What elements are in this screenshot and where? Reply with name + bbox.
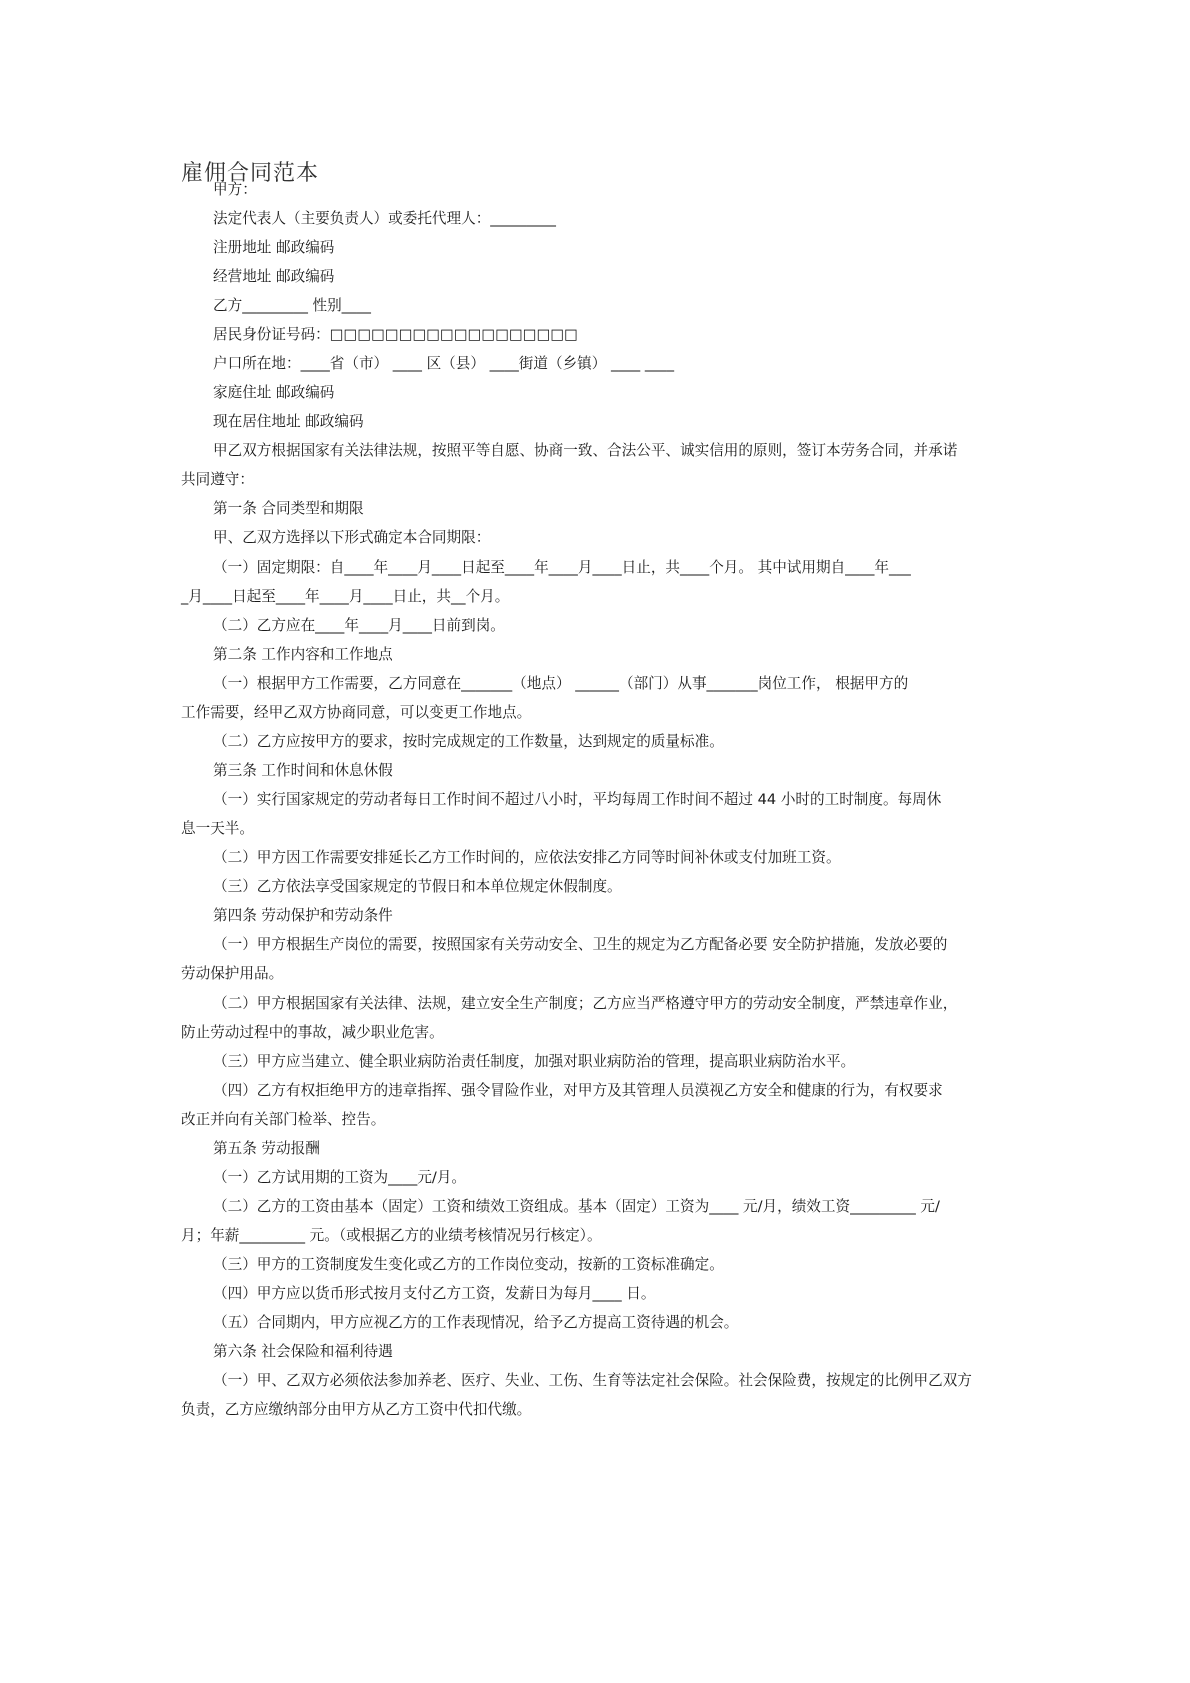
- article-5-clause-2-line-2: 月；年薪_________ 元。（或根据乙方的业绩考核情况另行核定）。: [181, 1227, 602, 1244]
- article-1-clause-1-line-1: （一）固定期限：自____年____月____日起至____年____月____日止，共____个月。 其中试用期自____年___: [213, 559, 911, 576]
- preamble-line-2: 共同遵守：: [181, 471, 254, 488]
- article-2-clause-1-line-1: （一）根据甲方工作需要，乙方同意在_______（地点） ______（部门）从事_______岗位工作， 根据甲方的: [213, 675, 909, 692]
- article-3-clause-1-line-1: （一）实行国家规定的劳动者每日工作时间不超过八小时，平均每周工作时间不超过 44 小时的工时制度。每周休: [213, 791, 942, 808]
- id-number-line: 居民身份证号码：□□□□□□□□□□□□□□□□□□: [213, 326, 578, 343]
- article-3-heading: 第三条 工作时间和休息休假: [213, 762, 393, 779]
- article-4-clause-4-line-2: 改正并向有关部门检举、控告。: [181, 1111, 386, 1128]
- article-5-heading: 第五条 劳动报酬: [213, 1140, 320, 1157]
- current-address-line: 现在居住地址 邮政编码: [213, 413, 364, 430]
- article-2-heading: 第二条 工作内容和工作地点: [213, 646, 393, 663]
- article-6-clause-1-line-1: （一）甲、乙双方必须依法参加养老、医疗、失业、工伤、生育等法定社会保险。社会保险费，按规定的比例甲乙双方: [213, 1372, 972, 1389]
- article-2-clause-2: （二）乙方应按甲方的要求，按时完成规定的工作数量，达到规定的质量标准。: [213, 733, 724, 750]
- article-3-clause-1-line-2: 息一天半。: [181, 820, 254, 837]
- party-b-gender-line: 乙方_________ 性别____: [213, 297, 371, 314]
- article-3-clause-2: （二）甲方因工作需要安排延长乙方工作时间的，应依法安排乙方同等时间补休或支付加班工资。: [213, 849, 841, 866]
- article-5-clause-2-line-1: （二）乙方的工资由基本（固定）工资和绩效工资组成。基本（固定）工资为____ 元/月，绩效工资_________ 元/: [213, 1198, 940, 1215]
- article-5-clause-4: （四）甲方应以货币形式按月支付乙方工资，发薪日为每月____ 日。: [213, 1285, 656, 1302]
- article-4-clause-4-line-1: （四）乙方有权拒绝甲方的违章指挥、强令冒险作业，对甲方及其管理人员漠视乙方安全和健康的行为，有权要求: [213, 1082, 943, 1099]
- article-5-clause-5: （五）合同期内，甲方应视乙方的工作表现情况，给予乙方提高工资待遇的机会。: [213, 1314, 739, 1331]
- article-4-clause-2-line-2: 防止劳动过程中的事故，减少职业危害。: [181, 1024, 444, 1041]
- article-5-clause-3: （三）甲方的工资制度发生变化或乙方的工作岗位变动，按新的工资标准确定。: [213, 1256, 724, 1273]
- article-2-clause-1-line-2: 工作需要，经甲乙双方协商同意，可以变更工作地点。: [181, 704, 532, 721]
- home-address-line: 家庭住址 邮政编码: [213, 384, 335, 401]
- preamble-line-1: 甲乙双方根据国家有关法律法规，按照平等自愿、协商一致、合法公平、诚实信用的原则，签订本劳务合同，并承诺: [213, 442, 958, 459]
- legal-representative-line: 法定代表人（主要负责人）或委托代理人：_________: [213, 210, 556, 227]
- article-6-heading: 第六条 社会保险和福利待遇: [213, 1343, 393, 1360]
- document-title: 雇佣合同范本: [181, 161, 320, 186]
- article-3-clause-3: （三）乙方依法享受国家规定的节假日和本单位规定休假制度。: [213, 878, 622, 895]
- household-registration-line: 户口所在地：____省（市） ____ 区（县） ____街道（乡镇） ____ ____: [213, 355, 675, 372]
- registered-address-line: 注册地址 邮政编码: [213, 239, 335, 256]
- article-1-heading: 第一条 合同类型和期限: [213, 500, 364, 517]
- article-1-clause-1-line-2: _月____日起至____年____月____日止，共__个月。: [181, 588, 510, 605]
- article-5-clause-1: （一）乙方试用期的工资为____元/月。: [213, 1169, 467, 1186]
- article-4-clause-3: （三）甲方应当建立、健全职业病防治责任制度，加强对职业病防治的管理，提高职业病防治水平。: [213, 1053, 856, 1070]
- article-6-clause-1-line-2: 负责，乙方应缴纳部分由甲方从乙方工资中代扣代缴。: [181, 1401, 532, 1418]
- business-address-line: 经营地址 邮政编码: [213, 268, 335, 285]
- article-4-clause-2-line-1: （二）甲方根据国家有关法律、法规，建立安全生产制度；乙方应当严格遵守甲方的劳动安全制度，严禁违章作业，: [213, 995, 958, 1012]
- article-4-clause-1-line-2: 劳动保护用品。: [181, 965, 284, 982]
- article-4-heading: 第四条 劳动保护和劳动条件: [213, 907, 393, 924]
- article-1-clause-2: （二）乙方应在____年____月____日前到岗。: [213, 617, 505, 634]
- party-a-line: 甲方：: [213, 181, 257, 198]
- article-4-clause-1-line-1: （一）甲方根据生产岗位的需要，按照国家有关劳动安全、卫生的规定为乙方配备必要 安全防护措施，发放必要的: [213, 936, 948, 953]
- article-1-intro: 甲、乙双方选择以下形式确定本合同期限：: [213, 529, 491, 546]
